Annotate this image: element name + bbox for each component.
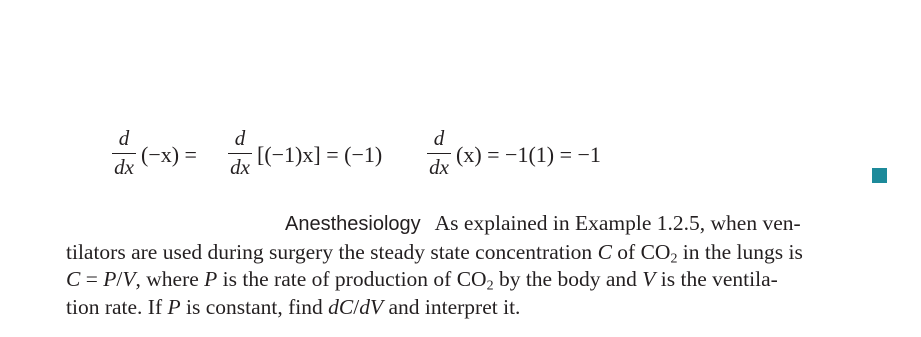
fraction-bar [228, 153, 252, 154]
fraction-bar [427, 153, 451, 154]
problem-line-2: tilators are used during surgery the steady state concentration C of $CO_2$ in the lungs is [66, 239, 803, 266]
fraction-d-dx-1: d dx [112, 128, 136, 178]
fraction-bar [112, 153, 136, 154]
problem-paragraph [66, 210, 888, 321]
problem-line-4: tion rate. If P is constant, find dC/dV and interpret it. [66, 294, 521, 319]
fraction-d-dx-2: d dx [228, 128, 252, 178]
equation-part-2: [(−1)x] = (−1) [257, 142, 383, 167]
problem-heading: Anesthesiology [285, 213, 421, 235]
end-of-solution-square-icon [872, 168, 887, 183]
problem-line-3: C = P/V, where P is the rate of production of $CO_2$ by the body and V is the ventila- [66, 267, 778, 294]
equation-part-1: (−x) = [141, 142, 197, 167]
problem-line-1: Anesthesiology As explained in Example 1.2.5, when ven- [285, 211, 801, 235]
fraction-d-dx-3: d dx [427, 128, 451, 178]
equation-part-3: (x) = −1(1) = −1 [456, 142, 601, 167]
